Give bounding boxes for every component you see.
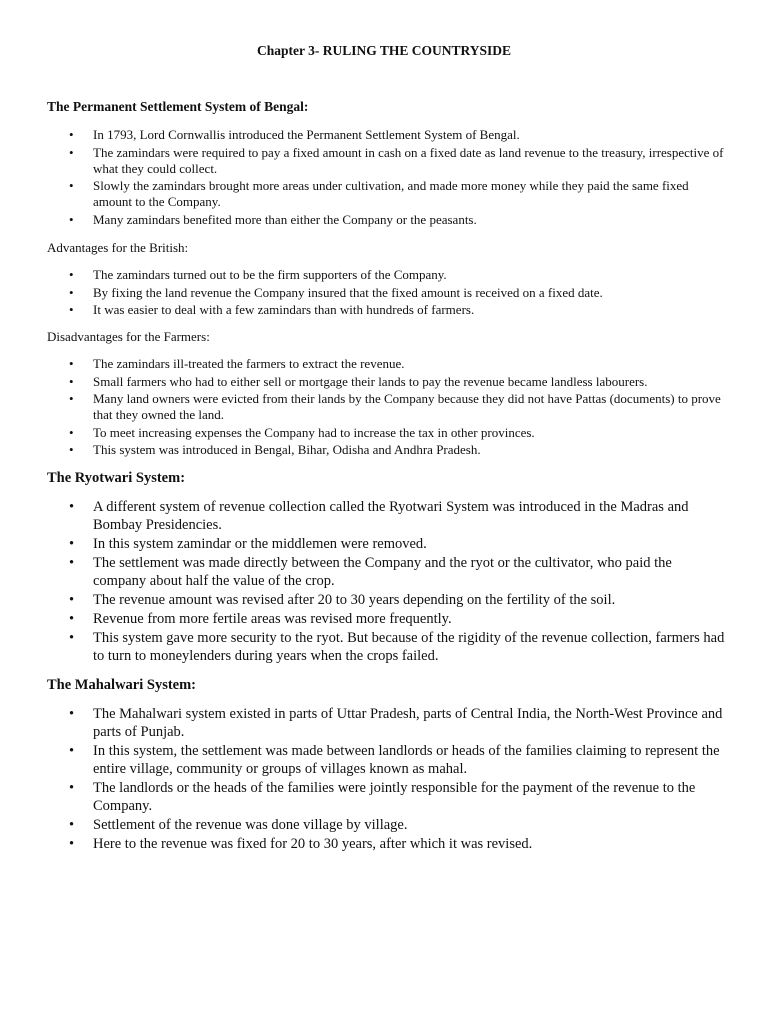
advantages-heading-block	[47, 240, 727, 256]
ryotwari-list-block	[47, 498, 727, 666]
section-permanent-heading	[47, 99, 727, 115]
chapter-title: Chapter 3- RULING THE COUNTRYSIDE	[256, 43, 512, 58]
bullet-icon: •	[69, 178, 74, 193]
list-item-text: In 1793, Lord Cornwallis introduced the Permanent Settlement System of Bengal.	[93, 127, 520, 142]
bullet-icon: •	[69, 499, 75, 515]
bullet-icon: •	[69, 267, 74, 282]
list-item	[47, 742, 727, 778]
list-item-text: Revenue from more fertile areas was revised more frequently.	[93, 611, 452, 627]
list-item-text: A different system of revenue collection called the Ryotwari System was introduced in the Madras and Bombay Presidencies.	[93, 499, 689, 533]
bullet-list	[47, 356, 727, 458]
bullet-icon: •	[69, 442, 74, 457]
list-item	[47, 145, 727, 177]
mahalwari-heading-block	[47, 677, 727, 694]
disadvantages-list-block	[47, 356, 727, 460]
list-item	[47, 610, 727, 628]
bullet-icon: •	[69, 373, 74, 389]
bullet-list	[47, 705, 727, 853]
list-item	[47, 591, 727, 609]
list-item	[47, 779, 727, 815]
list-item	[47, 374, 727, 390]
advantages-list-block	[47, 267, 727, 320]
bullet-icon: •	[69, 706, 75, 722]
list-item-text: Here to the revenue was fixed for 20 to 30 years, after which it was revised.	[93, 836, 533, 852]
list-item	[47, 816, 727, 834]
list-item-text: This system gave more security to the ryot. But because of the rigidity of the revenue collection, farmers had to turn to moneylenders during years when the crops failed.	[93, 630, 725, 664]
list-item-text: Many zamindars benefited more than either the Company or the peasants.	[93, 211, 477, 227]
list-item	[47, 498, 727, 534]
subsection-heading: Advantages for the British:	[47, 240, 189, 255]
section-heading: The Permanent Settlement System of Bengal:	[47, 99, 309, 114]
bullet-icon: •	[69, 424, 74, 440]
list-item-text: The zamindars ill-treated the farmers to extract the revenue.	[93, 356, 405, 371]
section-heading: The Ryotwari System:	[47, 470, 186, 486]
list-item-text: The Mahalwari system existed in parts of Uttar Pradesh, parts of Central India, the North-West Province and parts of Punjab.	[93, 706, 723, 740]
bullet-icon: •	[69, 144, 74, 160]
bullet-list	[47, 127, 727, 228]
list-item	[47, 535, 727, 553]
bullet-icon: •	[69, 817, 75, 833]
bullet-list	[47, 267, 727, 318]
list-item-text: The settlement was made directly between the Company and the ryot or the cultivator, who paid the company about half the value of the crop.	[93, 555, 672, 589]
list-item-text: Settlement of the revenue was done village by village.	[93, 817, 408, 833]
list-item	[47, 127, 727, 143]
list-item-text: In this system, the settlement was made between landlords or heads of the families claiming to represent the entire village, community or groups of villages known as mahal.	[93, 743, 720, 777]
bullet-icon: •	[69, 630, 75, 646]
list-item-text: Small farmers who had to either sell or mortgage their lands to pay the revenue became landless labourers.	[93, 373, 648, 389]
bullet-list	[47, 498, 727, 665]
bullet-icon: •	[69, 555, 75, 571]
subsection-heading: Disadvantages for the Farmers:	[47, 329, 210, 344]
list-item	[47, 178, 727, 210]
list-item-text: To meet increasing expenses the Company had to increase the tax in other provinces.	[93, 424, 535, 440]
list-item	[47, 705, 727, 741]
list-item-text: The zamindars turned out to be the firm supporters of the Company.	[93, 267, 447, 282]
section-heading: The Mahalwari System:	[47, 677, 197, 693]
bullet-icon: •	[69, 536, 75, 552]
list-item-text: It was easier to deal with a few zamindars than with hundreds of farmers.	[93, 302, 475, 317]
list-item	[47, 425, 727, 441]
list-item-text: Many land owners were evicted from their lands by the Company because they did not have Pattas (documents) to prove that they owned the land.	[93, 391, 721, 422]
list-item-text: In this system zamindar or the middlemen were removed.	[93, 536, 427, 552]
bullet-icon: •	[69, 211, 74, 227]
list-item-text: The revenue amount was revised after 20 to 30 years depending on the fertility of the soil.	[93, 592, 616, 608]
list-item	[47, 356, 727, 372]
bullet-icon: •	[69, 780, 75, 796]
bullet-icon: •	[69, 836, 75, 852]
list-item	[47, 629, 727, 665]
list-item	[47, 554, 727, 590]
bullet-icon: •	[69, 743, 75, 759]
list-item	[47, 212, 727, 228]
bullet-icon: •	[69, 302, 74, 317]
list-item-text: By fixing the land revenue the Company insured that the fixed amount is received on a fixed date.	[93, 284, 603, 300]
bullet-icon: •	[69, 391, 74, 406]
list-item	[47, 285, 727, 301]
list-item-text: The landlords or the heads of the families were jointly responsible for the payment of the revenue to the Company.	[93, 780, 696, 814]
mahalwari-list-block	[47, 705, 727, 854]
disadvantages-heading-block	[47, 329, 727, 345]
bullet-icon: •	[69, 592, 75, 608]
list-item-text: This system was introduced in Bengal, Bihar, Odisha and Andhra Pradesh.	[93, 442, 481, 457]
list-item-text: Slowly the zamindars brought more areas under cultivation, and made more money while they paid the same fixed amount to the Company.	[93, 178, 689, 209]
section-permanent-list	[47, 127, 727, 229]
list-item	[47, 835, 727, 853]
list-item	[47, 442, 727, 458]
list-item	[47, 267, 727, 283]
bullet-icon: •	[69, 611, 75, 627]
bullet-icon: •	[69, 356, 74, 371]
bullet-icon: •	[69, 127, 74, 142]
ryotwari-heading-block	[47, 470, 727, 487]
bullet-icon: •	[69, 284, 74, 300]
list-item	[47, 391, 727, 423]
list-item	[47, 302, 727, 318]
list-item-text: The zamindars were required to pay a fixed amount in cash on a fixed date as land revenue to the treasury, irrespective of what they could collect.	[93, 144, 724, 176]
